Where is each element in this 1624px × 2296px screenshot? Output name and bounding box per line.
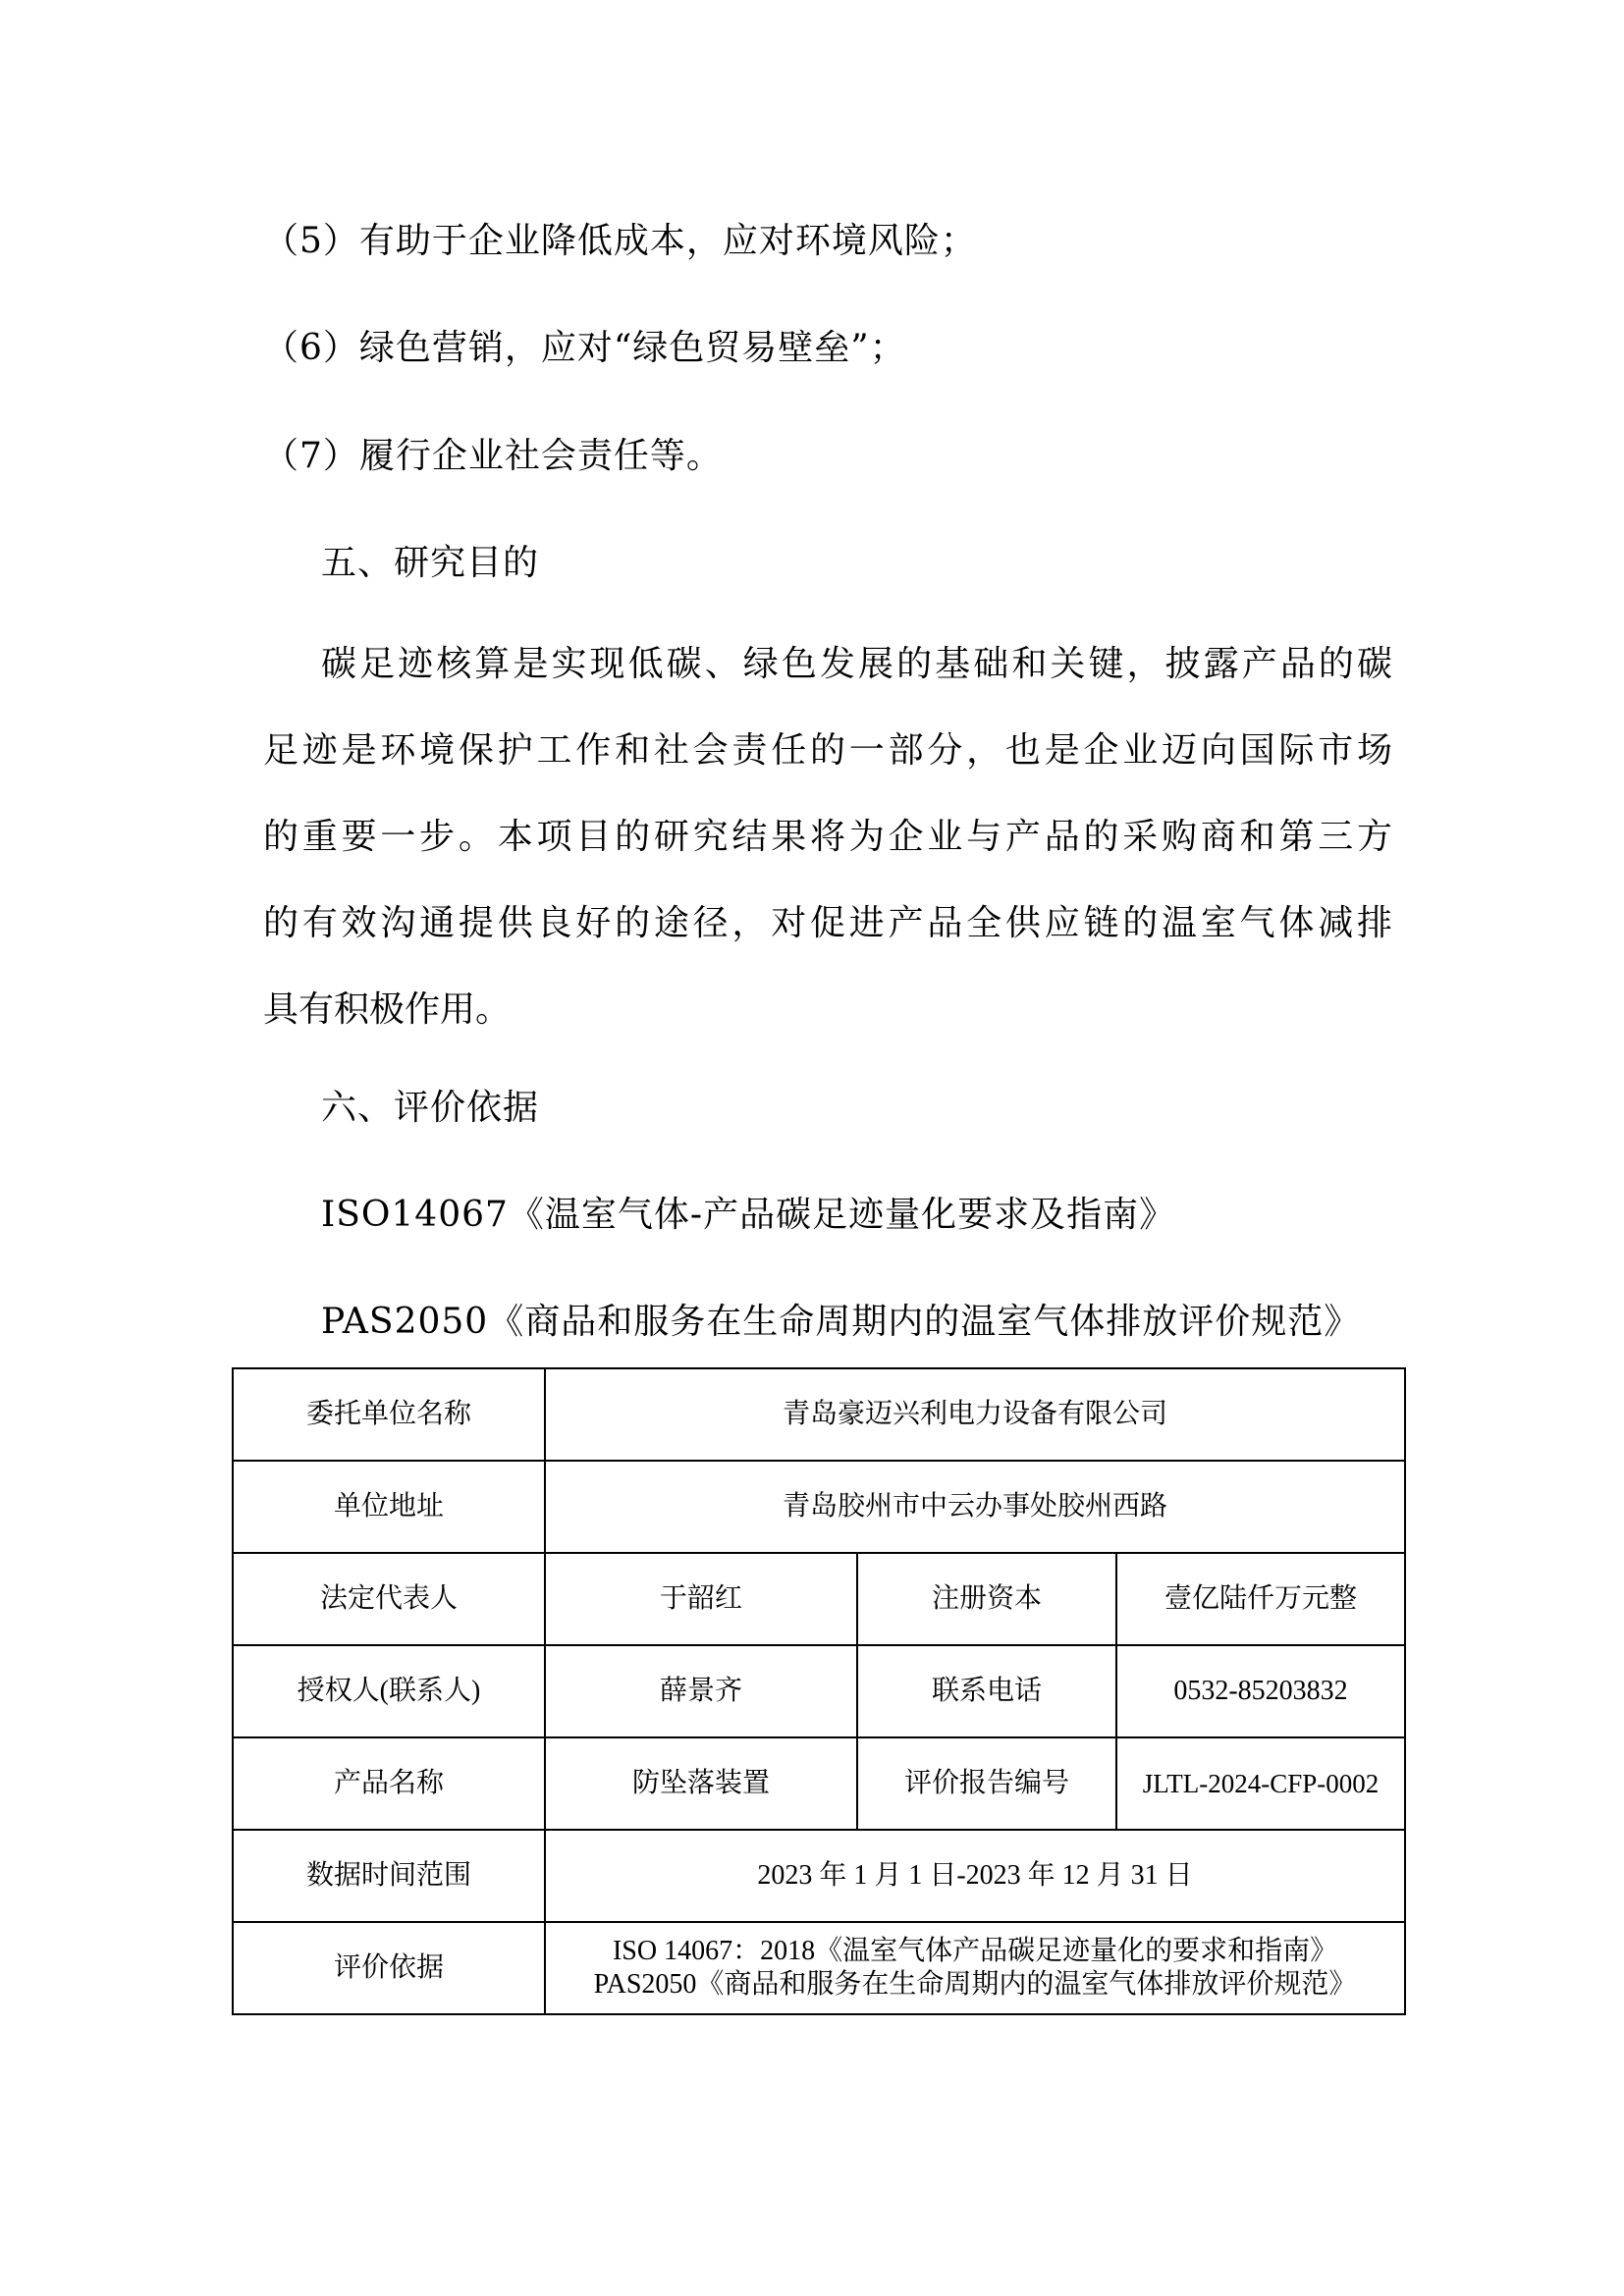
section-5-heading: 五、研究目的: [321, 543, 540, 583]
table-row: [233, 1922, 1405, 2014]
basis-line-pas: PAS2050《商品和服务在生命周期内的温室气体排放评价规范》: [593, 1969, 1357, 2000]
paragraph-line: 足迹是环境保护工作和社会责任的一部分，也是企业迈向国际市场: [263, 730, 1392, 771]
list-item-7: （7）履行企业社会责任等。: [263, 436, 723, 476]
basis-line-iso: ISO 14067：2018《温室气体产品碳足迹量化的要求和指南》: [612, 1936, 1338, 1966]
basis-value: [545, 1922, 1405, 2014]
period-value: 2023 年 1 月 1 日-2023 年 12 月 31 日: [545, 1830, 1405, 1922]
paragraph-line: 的重要一步。本项目的研究结果将为企业与产品的采购商和第三方: [263, 817, 1392, 857]
address-value: 青岛胶州市中云办事处胶州西路: [545, 1461, 1405, 1553]
contact-value: 薛景齐: [545, 1645, 857, 1737]
section-5-paragraph: [263, 621, 1392, 1053]
product-label: 产品名称: [233, 1737, 545, 1830]
list-item-6: （6）绿色营销，应对“绿色贸易壁垒”；: [263, 328, 906, 368]
report-no-label: 评价报告编号: [857, 1737, 1116, 1830]
capital-value: 壹亿陆仟万元整: [1116, 1553, 1405, 1645]
address-label: 单位地址: [233, 1461, 545, 1553]
section-6-heading: 六、评价依据: [321, 1088, 540, 1128]
table-row: [233, 1645, 1405, 1737]
standard-iso14067: ISO14067《温室气体-产品碳足迹量化要求及指南》: [321, 1195, 1176, 1235]
table-row: [233, 1830, 1405, 1922]
legal-rep-label: 法定代表人: [233, 1553, 545, 1645]
product-value: 防坠落装置: [545, 1737, 857, 1830]
capital-label: 注册资本: [857, 1553, 1116, 1645]
contact-label: 授权人(联系人): [233, 1645, 545, 1737]
table-row: [233, 1553, 1405, 1645]
report-no-value: JLTL-2024-CFP-0002: [1116, 1737, 1405, 1830]
table-row: [233, 1368, 1405, 1461]
standard-pas2050: PAS2050《商品和服务在生命周期内的温室气体排放评价规范》: [321, 1302, 1361, 1342]
paragraph-line: 具有积极作用。: [263, 989, 512, 1030]
client-value: 青岛豪迈兴利电力设备有限公司: [545, 1368, 1405, 1461]
period-label: 数据时间范围: [233, 1830, 545, 1922]
paragraph-line: 碳足迹核算是实现低碳、绿色发展的基础和关键，披露产品的碳: [321, 644, 1392, 684]
phone-value: 0532-85203832: [1116, 1645, 1405, 1737]
legal-rep-value: 于韶红: [545, 1553, 857, 1645]
list-item-5: （5）有助于企业降低成本，应对环境风险；: [263, 221, 977, 261]
paragraph-line: 的有效沟通提供良好的途径，对促进产品全供应链的温室气体减排: [263, 903, 1392, 943]
table-row: [233, 1461, 1405, 1553]
basis-label: 评价依据: [233, 1922, 545, 2014]
info-table: [232, 1367, 1406, 2015]
client-label: 委托单位名称: [233, 1368, 545, 1461]
phone-label: 联系电话: [857, 1645, 1116, 1737]
table-row: [233, 1737, 1405, 1830]
